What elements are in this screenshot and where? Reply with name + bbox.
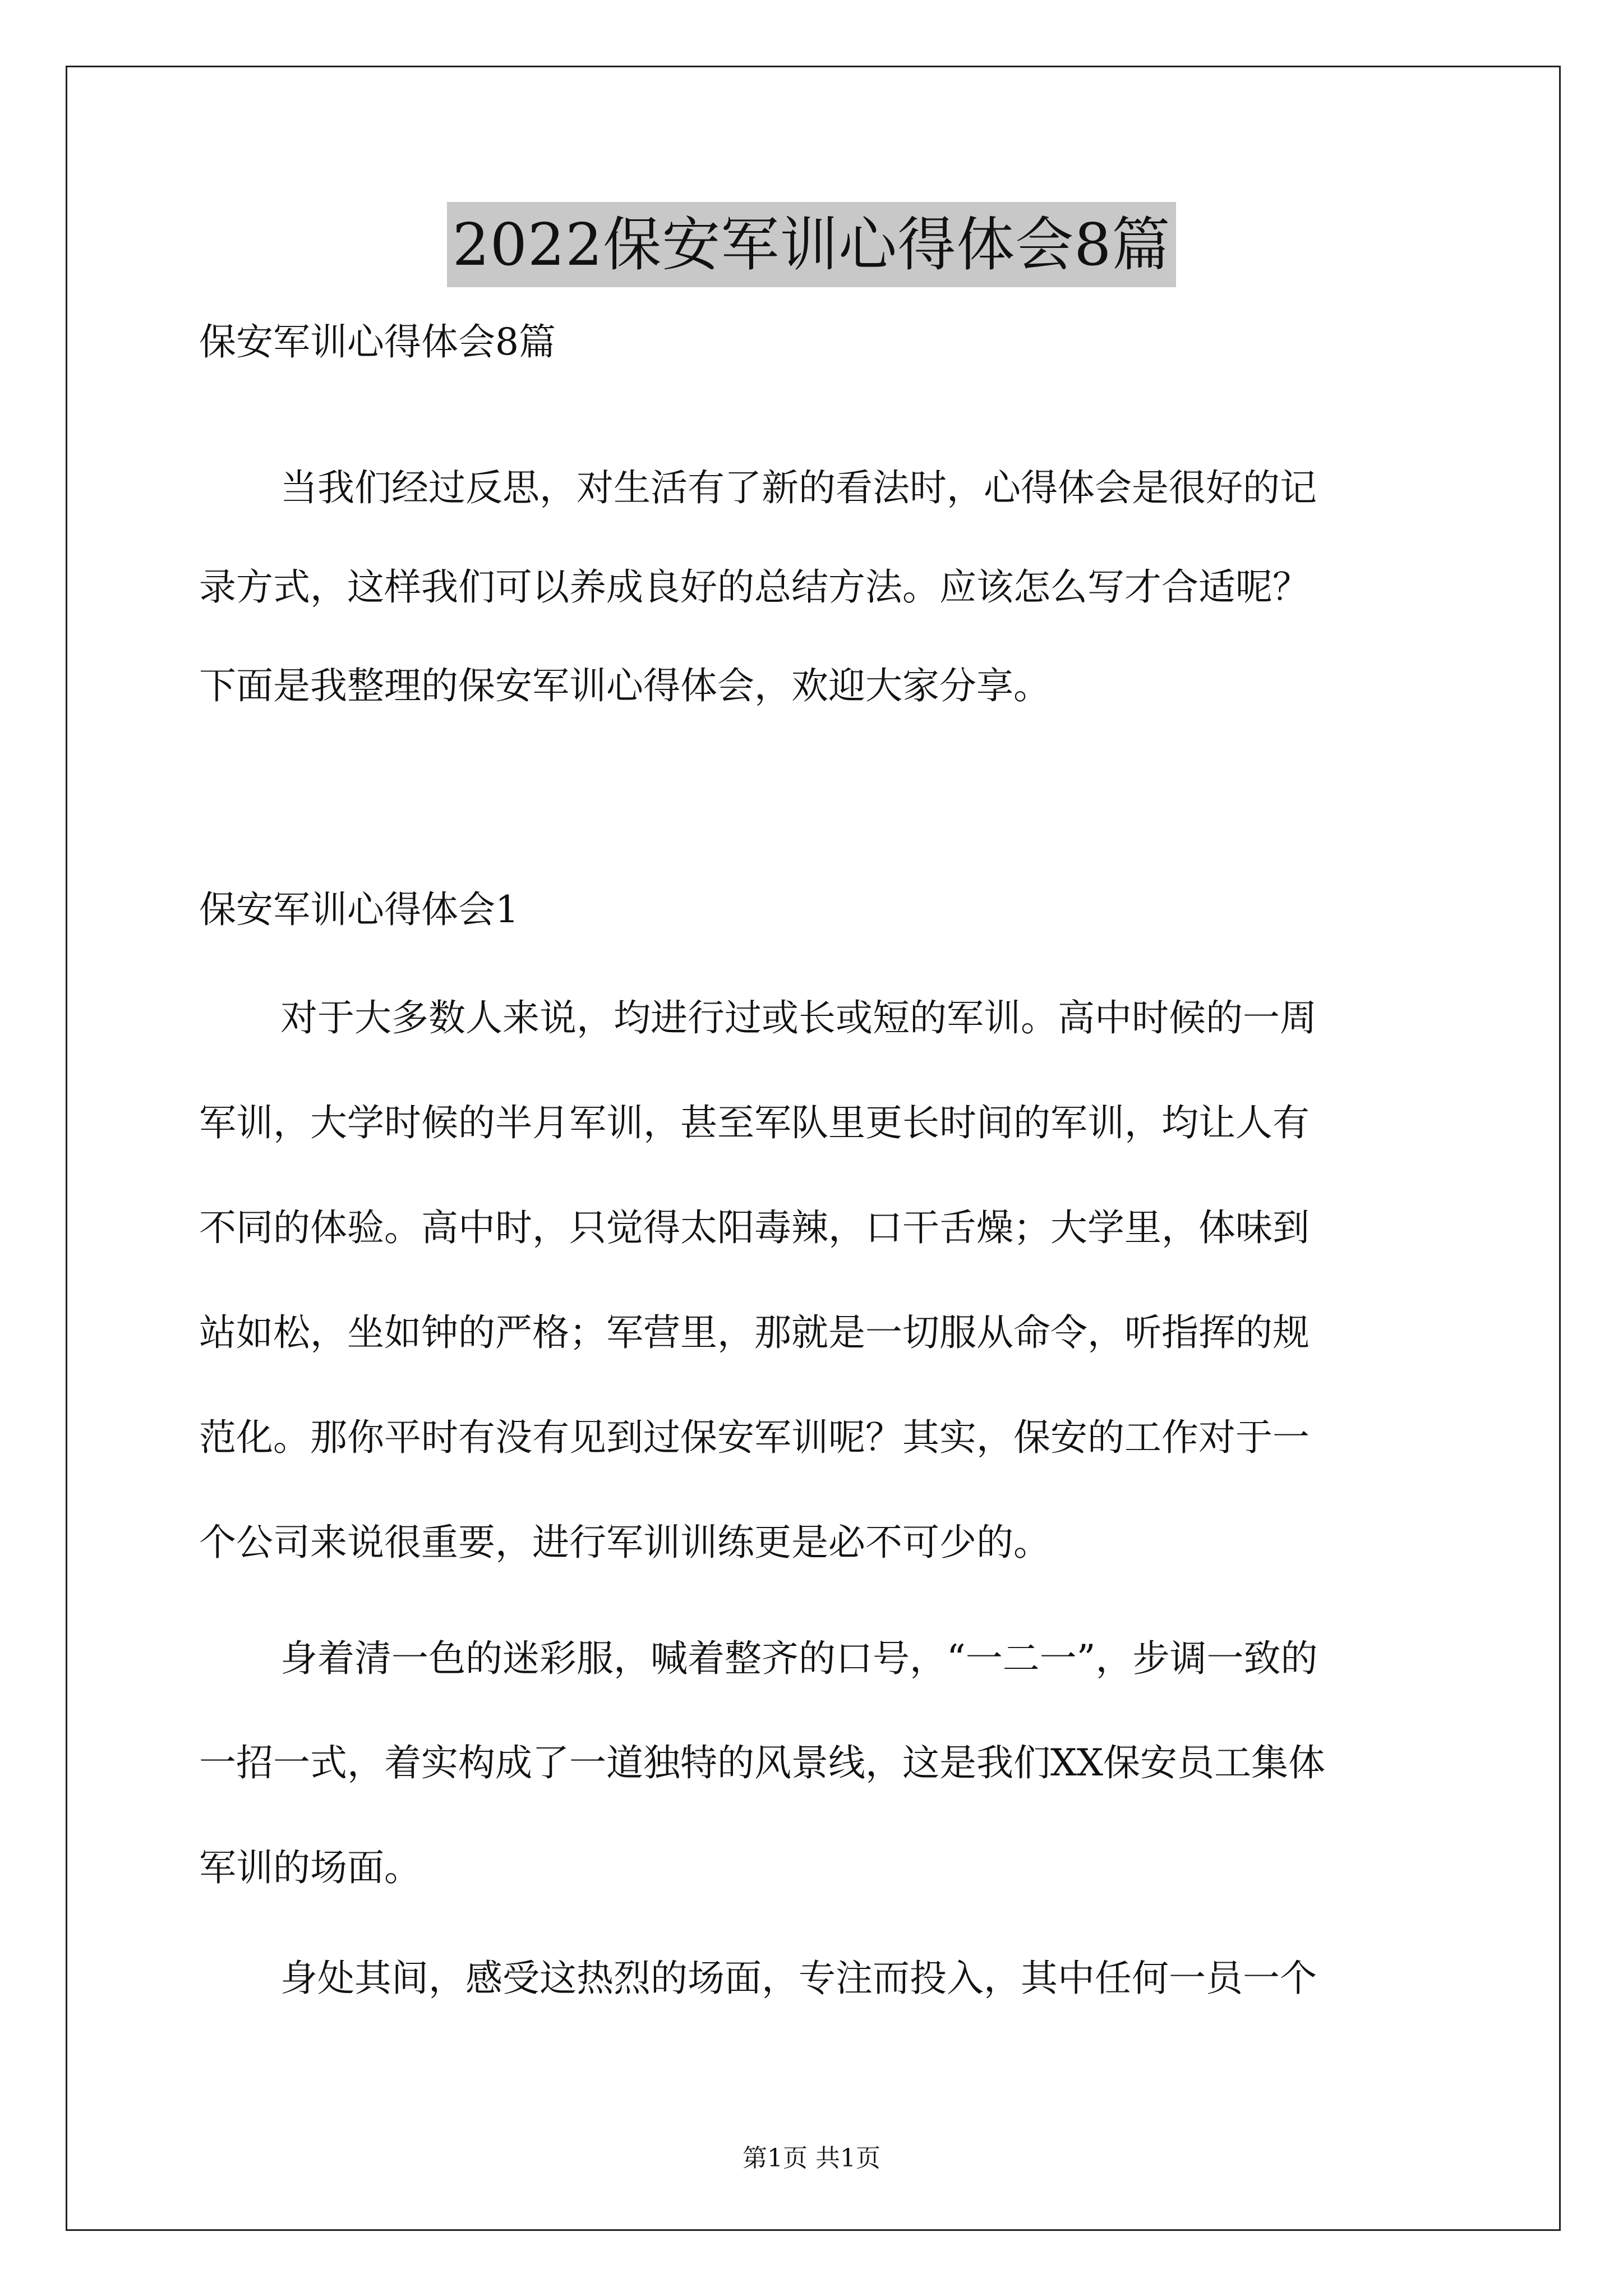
title-container bbox=[0, 202, 1623, 287]
document-subtitle: 保安军训心得体会8篇 bbox=[199, 320, 556, 364]
paragraph-line: 对于大多数人来说，均进行过或长或短的军训。高中时候的一周 bbox=[280, 996, 1317, 1039]
document-title: 2022保安军训心得体会8篇 bbox=[447, 202, 1177, 287]
paragraph-line: 一招一式，着实构成了一道独特的风景线，这是我们XX保安员工集体 bbox=[199, 1741, 1325, 1784]
paragraph-line: 个公司来说很重要，进行军训训练更是必不可少的。 bbox=[199, 1521, 1050, 1564]
paragraph-line: 军训的场面。 bbox=[199, 1846, 421, 1889]
paragraph-line: 不同的体验。高中时，只觉得太阳毒辣，口干舌燥；大学里，体味到 bbox=[199, 1206, 1310, 1249]
paragraph-line: 身着清一色的迷彩服，喊着整齐的口号，“一二一”，步调一致的 bbox=[280, 1637, 1318, 1680]
paragraph-line: 军训，大学时候的半月军训，甚至军队里更长时间的军训，均让人有 bbox=[199, 1101, 1310, 1144]
intro-line: 下面是我整理的保安军训心得体会，欢迎大家分享。 bbox=[199, 664, 1050, 707]
section-heading: 保安军训心得体会1 bbox=[199, 888, 519, 931]
paragraph-line: 站如松，坐如钟的严格；军营里，那就是一切服从命令，听指挥的规 bbox=[199, 1311, 1310, 1354]
intro-line: 录方式，这样我们可以养成良好的总结方法。应该怎么写才合适呢？ bbox=[199, 565, 1310, 609]
intro-line: 当我们经过反思，对生活有了新的看法时，心得体会是很好的记 bbox=[280, 466, 1317, 509]
page-border bbox=[66, 66, 1561, 2231]
page-footer: 第1页 共1页 bbox=[743, 2144, 880, 2173]
paragraph-line: 身处其间，感受这热烈的场面，专注而投入，其中任何一员一个 bbox=[280, 1957, 1317, 2000]
paragraph-line: 范化。那你平时有没有见到过保安军训呢？其实，保安的工作对于一 bbox=[199, 1416, 1310, 1459]
